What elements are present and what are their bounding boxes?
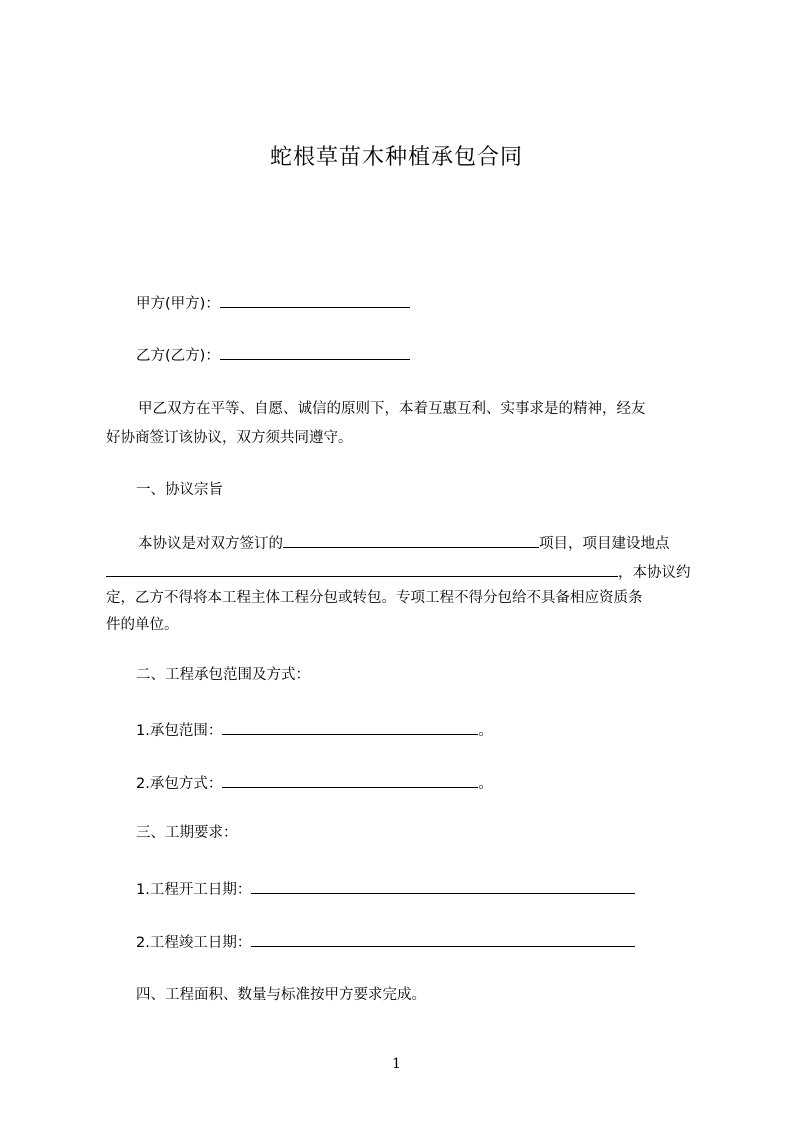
method-label: 2.承包方式： <box>136 776 223 792</box>
section3-heading: 三、工期要求： <box>136 825 238 841</box>
scope-line <box>136 719 493 741</box>
section1-heading: 一、协议宗旨 <box>136 482 223 498</box>
section1-line2-post: ，本协议约 <box>618 565 691 581</box>
scope-label: 1.承包范围： <box>136 723 223 739</box>
section1-line1-pre: 本协议是对双方签订的 <box>138 536 283 552</box>
party-a-line <box>136 292 410 314</box>
section1-line-1 <box>138 532 670 554</box>
section2-heading: 二、工程承包范围及方式： <box>136 667 310 683</box>
section1-line1-post: 项目，项目建设地点 <box>539 536 670 552</box>
start-date-line <box>136 878 635 900</box>
project-name-blank[interactable] <box>283 532 539 548</box>
section1-line-3: 定，乙方不得将本工程主体工程分包或转包。专项工程不得分包给不具备相应资质条 <box>106 590 643 606</box>
start-date-label: 1.工程开工日期： <box>136 882 252 898</box>
contract-title: 蛇根草苗木种植承包合同 <box>269 145 523 170</box>
scope-blank[interactable] <box>222 719 478 735</box>
end-date-line <box>136 931 635 953</box>
end-date-blank[interactable] <box>251 931 635 947</box>
intro-line-2: 好协商签订该协议，双方须共同遵守。 <box>106 430 353 446</box>
party-b-label: 乙方(乙方)： <box>136 348 220 364</box>
method-line <box>136 772 493 794</box>
method-end-mark: 。 <box>478 776 493 792</box>
party-b-line <box>136 344 410 366</box>
scope-end-mark: 。 <box>478 723 493 739</box>
party-b-blank[interactable] <box>220 344 410 360</box>
start-date-blank[interactable] <box>251 878 635 894</box>
project-location-blank[interactable] <box>106 561 618 577</box>
section4-heading: 四、工程面积、数量与标准按甲方要求完成。 <box>136 987 426 1003</box>
page-number: 1 <box>392 1056 401 1072</box>
party-a-label: 甲方(甲方)： <box>136 296 220 312</box>
intro-line-1: 甲乙双方在平等、自愿、诚信的原则下，本着互惠互利、实事求是的精神，经友 <box>138 401 646 417</box>
section1-line-2 <box>106 561 691 583</box>
section1-line-4: 件的单位。 <box>106 617 179 633</box>
end-date-label: 2.工程竣工日期： <box>136 935 252 951</box>
party-a-blank[interactable] <box>220 292 410 308</box>
method-blank[interactable] <box>222 772 478 788</box>
